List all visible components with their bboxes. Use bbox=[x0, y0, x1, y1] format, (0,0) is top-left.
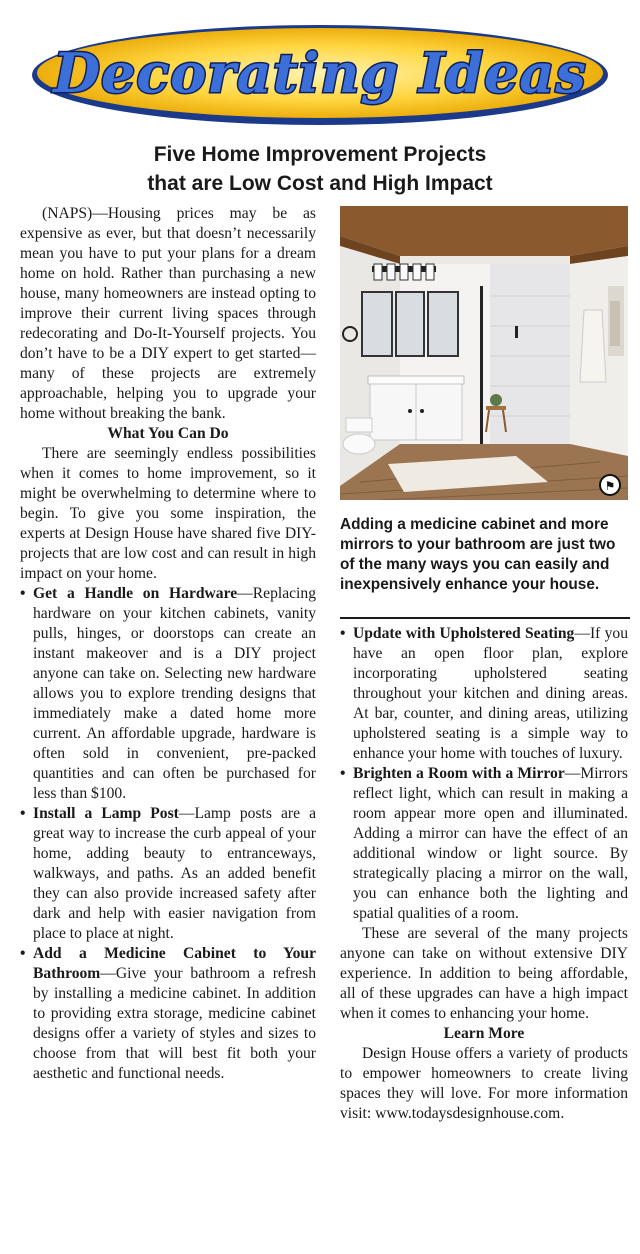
decorating-ideas-banner bbox=[28, 18, 612, 128]
paragraph-closing: These are several of the many projects anyone can take on without extensive DIY experience. In addition to being affordable, all of these upgrades can have a high impact when it comes to enhancing your home. bbox=[340, 925, 628, 1022]
paragraph-possibilities: There are seemingly endless possibilities when it comes to home improvement, so it might be overwhelming to determine where to begin. To give you some inspiration, the experts at Design House have shared five DIY-projects that are low cost and can result in high impact on your home. bbox=[20, 445, 316, 582]
bullet-medicine-cabinet-title: Add a Medicine Cabinet to Your Bathroom bbox=[33, 945, 316, 982]
intro-paragraph: (NAPS)—Housing prices may be as expensive as ever, but that doesn’t necessarily mean you have to put your plans for a dream home on hold. Rather than purchasing a new house, many homeowners are instead opting to improve their current living spaces through redecorating and Do-It-Yourself projects. You don’t have to be a DIY expert to get started—many of these projects are extremely approachable, helping you to upgrade your home without breaking the bank. bbox=[20, 205, 316, 422]
bullet-lamp-post-text: —Lamp posts are a great way to increase the curb appeal of your home, adding beauty to entranceways, walkways, and paths. As an added benefit they can also provide increased safety after dark and help with easier navigation from place to place at night. bbox=[33, 805, 316, 942]
headline-line-1: Five Home Improvement Projects bbox=[153, 143, 487, 166]
bullet-hardware: • Get a Handle on Hardware—Replacing hardware on your kitchen cabinets, vanity pulls, hinges, or doorstops can create an instant makeover and is a DIY project anyone can take on. Selecting new hardware allows you to explore trending designs that immediately make a dated home more current. An affordable upgrade, hardware is often sold in convenient, pre-packed quantities and can often be purchased for less than $100. bbox=[20, 585, 316, 802]
bullet-medicine-cabinet: • Add a Medicine Cabinet to Your Bathroom—Give your bathroom a refresh by installing a medicine cabinet. In addition to providing extra storage, medicine cabinet designs offer a variety of styles and sizes to choose from that will best fit both your aesthetic and functional needs. bbox=[20, 945, 316, 1082]
bullet-mirror: • Brighten a Room with a Mirror—Mirrors reflect light, which can result in making a room appear more open and illuminated. Adding a mirror can have the effect of an additional window or light source. By strategically placing a mirror on the wall, you can enhance both the lighting and spatial qualities of a room. bbox=[340, 765, 628, 922]
bullet-upholstered-seating-text: —If you have an open floor plan, explore incorporating upholstered seating throughout your kitchen and dining areas. At bar, counter, and dining areas, utilizing upholstered seating is a simple way to enhance your home with touches of luxury. bbox=[353, 625, 628, 762]
banner-title: Decorating Ideas bbox=[53, 41, 587, 105]
right-column bbox=[340, 624, 628, 1124]
bullet-hardware-title: Get a Handle on Hardware bbox=[33, 585, 238, 602]
bullet-upholstered-seating: • Update with Upholstered Seating—If you have an open floor plan, explore incorporating upholstered seating throughout your kitchen and dining areas. At bar, counter, and dining areas, utilizing upholstered seating is a simple way to enhance your home with touches of luxury. bbox=[340, 625, 628, 762]
bullet-mirror-text: —Mirrors reflect light, which can result in making a room appear more open and illuminated. Adding a mirror can have the effect of an additional window or light source. By strategically placing a mirror on the wall, you can enhance both the lighting and spatial qualities of a room. bbox=[353, 765, 628, 922]
bullet-lamp-post-title: Install a Lamp Post bbox=[33, 805, 179, 822]
photo-caption: Adding a medicine cabinet and more mirrors to your bathroom are just two of the many ways you can easily and inexpensively enhance your house. bbox=[340, 516, 616, 593]
subhead-what-you-can-do: What You Can Do bbox=[107, 425, 229, 442]
bullet-medicine-cabinet-text: —Give your bathroom a refresh by installing a medicine cabinet. In addition to providing extra storage, medicine cabinet designs offer a variety of styles and sizes to choose from that will best fit both your aesthetic and functional needs. bbox=[33, 965, 316, 1082]
subhead-learn-more: Learn More bbox=[443, 1025, 525, 1042]
bathroom-photo bbox=[340, 206, 628, 500]
bullet-mirror-title: Brighten a Room with a Mirror bbox=[353, 765, 565, 782]
caption-divider bbox=[340, 617, 630, 619]
svg-text:⚑: ⚑ bbox=[604, 479, 616, 493]
bullet-upholstered-seating-title: Update with Upholstered Seating bbox=[353, 625, 575, 642]
bullet-hardware-text: —Replacing hardware on your kitchen cabinets, vanity pulls, hinges, or doorstops can create an instant makeover and is a DIY project anyone can take on. Selecting new hardware allows you to explore trending designs that immediately make a dated home more current. An affordable upgrade, hardware is often sold in convenient, pre-packed quantities and can often be purchased for less than $100. bbox=[33, 585, 316, 802]
paragraph-learn-more: Design House offers a variety of products to empower homeowners to create living spaces they will love. For more information visit: www.todaysdesignhouse.com. bbox=[340, 1045, 628, 1122]
left-column bbox=[20, 204, 316, 1084]
headline-line-2: that are Low Cost and High Impact bbox=[147, 172, 493, 195]
bullet-lamp-post: • Install a Lamp Post—Lamp posts are a great way to increase the curb appeal of your home, adding beauty to entranceways, walkways, and paths. As an added benefit they can also provide increased safety after dark and help with easier navigation from place to place at night. bbox=[20, 805, 316, 942]
